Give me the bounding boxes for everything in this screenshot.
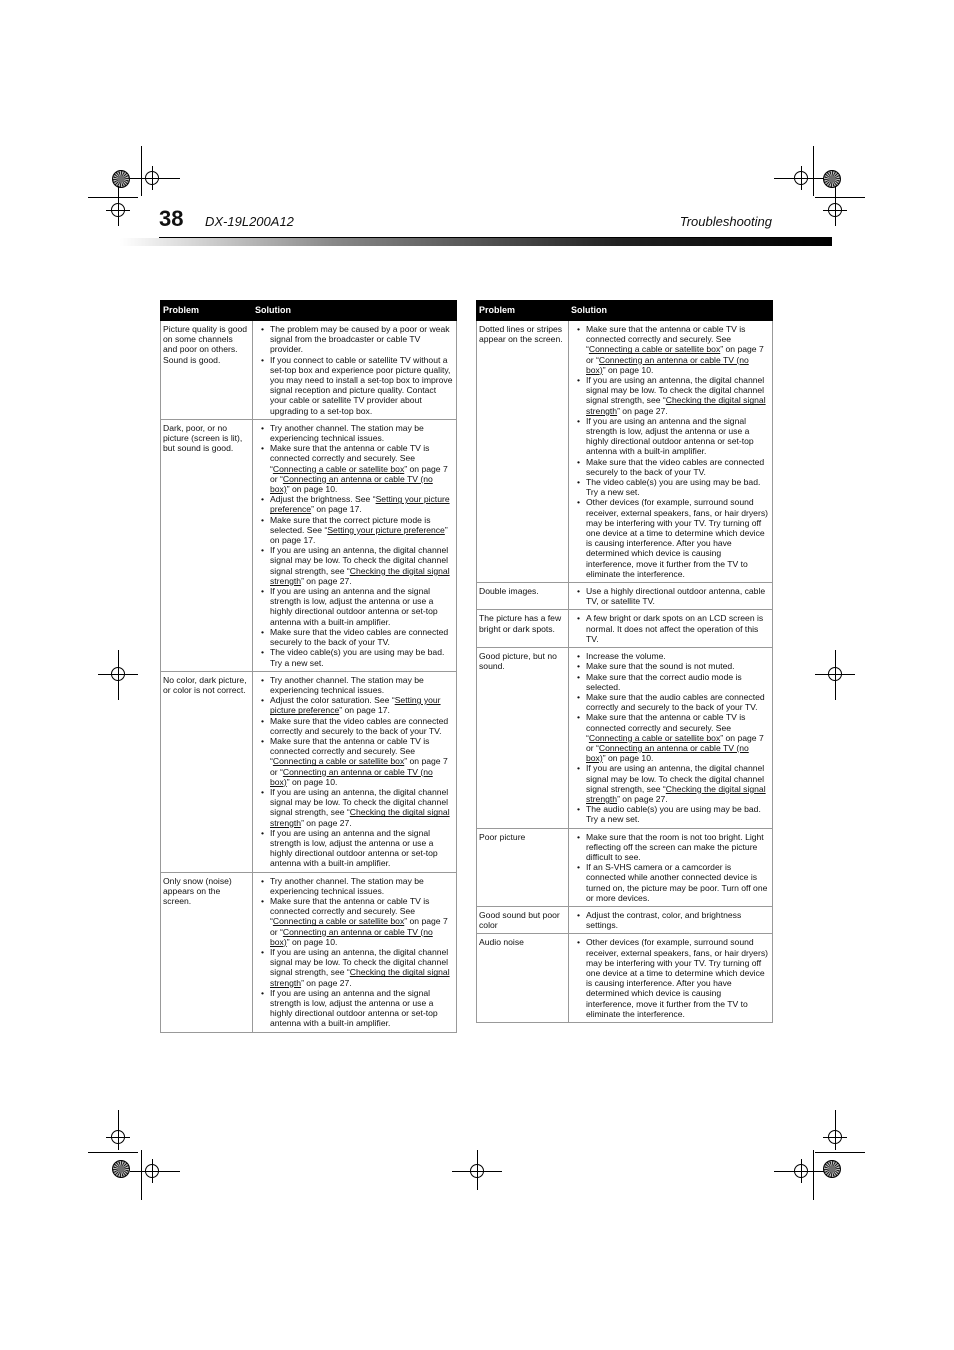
- solution-text: ” on page 27.: [617, 405, 668, 416]
- solution-cell: [253, 321, 457, 420]
- table-header-row: [477, 301, 773, 321]
- registration-ball-icon: [823, 170, 841, 188]
- table-row: [477, 321, 773, 583]
- solution-item: [270, 494, 454, 514]
- solution-item: [586, 457, 770, 477]
- solution-text: Make sure that the antenna or cable TV is connected correctly and securely. See “: [586, 324, 746, 355]
- solution-text: Make sure that the audio cables are connected correctly and securely to the back of your TV.: [586, 691, 765, 713]
- table-header-row: [161, 301, 457, 321]
- table-row: [477, 934, 773, 1023]
- solution-item: [586, 586, 770, 606]
- solution-item: [586, 937, 770, 1019]
- solution-list: [571, 910, 770, 930]
- table-row: [161, 419, 457, 671]
- solution-text: Make sure that the correct picture mode is selected. See “: [270, 514, 431, 535]
- solution-text: Make sure that the video cables are connected securely to the back of your TV.: [270, 626, 449, 648]
- solution-text: ” on page 27.: [617, 793, 668, 804]
- solution-text: ” on page 17.: [311, 504, 362, 515]
- solution-text: If you are using an antenna, the digital channel signal may be low. To check the digital channel signal strength, see “: [586, 763, 765, 794]
- cross-reference-link[interactable]: Setting your picture preference: [270, 494, 450, 515]
- solution-text: The video cable(s) you are using may be bad. Try a new set.: [586, 477, 761, 498]
- solution-item: [586, 416, 770, 457]
- solution-text: ” on page 10.: [286, 484, 338, 495]
- solution-text: Use a highly directional outdoor antenna, cable TV, or satellite TV.: [586, 586, 766, 607]
- solution-item: [270, 324, 454, 355]
- problem-cell: Good sound but poor color: [477, 906, 569, 933]
- solution-item: [270, 647, 454, 667]
- solution-list: [571, 613, 770, 644]
- solution-item: [270, 423, 454, 443]
- solution-text: ” on page 7 or “: [586, 344, 764, 365]
- solution-list: [255, 423, 454, 668]
- solution-item: [586, 712, 770, 763]
- column-header-solution: Solution: [253, 301, 457, 321]
- cross-reference-link[interactable]: Connecting a cable or satellite box: [272, 756, 405, 767]
- troubleshooting-table-left: [160, 300, 457, 1033]
- solution-text: Make sure that the room is not too bright. Light reflecting off the screen can make the picture difficult to see.: [586, 831, 764, 862]
- solution-item: [270, 736, 454, 787]
- solution-text: ” on page 7 or “: [270, 916, 448, 937]
- solution-cell: [569, 648, 773, 828]
- solution-cell: [253, 872, 457, 1032]
- solution-text: Adjust the contrast, color, and brightness settings.: [586, 909, 742, 931]
- solution-cell: [253, 419, 457, 671]
- cross-reference-link[interactable]: Connecting an antenna or cable TV (no box): [270, 766, 433, 787]
- registration-ball-icon: [112, 1160, 130, 1178]
- solution-text: The problem may be caused by a poor or weak signal from the broadcaster or cable TV provider.: [270, 324, 450, 355]
- problem-cell: Good picture, but no sound.: [477, 648, 569, 828]
- solution-item: [270, 787, 454, 828]
- solution-text: Make sure that the antenna or cable TV is connected correctly and securely. See “: [270, 895, 430, 927]
- solution-text: Adjust the brightness. See “: [270, 494, 376, 505]
- cross-reference-link[interactable]: Connecting an antenna or cable TV (no box): [586, 742, 749, 764]
- cross-reference-link[interactable]: Setting your picture preference: [270, 695, 441, 716]
- solution-text: The audio cable(s) you are using may be bad. Try a new set.: [586, 804, 761, 825]
- cross-reference-link[interactable]: Connecting a cable or satellite box: [588, 344, 721, 355]
- cross-reference-link[interactable]: Connecting an antenna or cable TV (no box): [586, 354, 749, 375]
- solution-text: ” on page 27.: [301, 817, 352, 828]
- solution-item: [270, 716, 454, 736]
- solution-text: ” on page 10.: [602, 364, 654, 375]
- column-header-problem: Problem: [477, 301, 569, 321]
- solution-text: Make sure that the antenna or cable TV is connected correctly and securely. See “: [586, 712, 746, 743]
- solution-text: Adjust the color saturation. See “: [270, 695, 395, 706]
- table-row: [477, 906, 773, 933]
- solution-text: Increase the volume.: [586, 651, 666, 662]
- solution-item: [586, 497, 770, 579]
- table-row: [477, 583, 773, 610]
- table-row: [161, 872, 457, 1032]
- solution-text: ” on page 27.: [301, 575, 352, 586]
- problem-cell: No color, dark picture, or color is not correct.: [161, 671, 253, 872]
- solution-cell: [569, 583, 773, 610]
- model-number: DX-19L200A12: [205, 214, 294, 229]
- registration-ball-icon: [112, 170, 130, 188]
- solution-item: [270, 695, 454, 715]
- solution-cell: [569, 934, 773, 1023]
- solution-text: If you are using an antenna, the digital channel signal may be low. To check the digital channel signal strength, see “: [586, 375, 765, 406]
- cross-reference-link[interactable]: Setting your picture preference: [327, 524, 445, 535]
- solution-cell: [569, 610, 773, 648]
- problem-cell: Only snow (noise) appears on the screen.: [161, 872, 253, 1032]
- solution-text: If you connect to cable or satellite TV without a set-top box and experience poor picture quality, you may need to install a set-top box to improve signal reception and picture quality. Contact your cable or satellite TV provider about upgrading to a set-top box.: [270, 354, 453, 416]
- cross-reference-link[interactable]: Checking the digital signal strength: [270, 565, 450, 586]
- solution-list: [571, 832, 770, 903]
- solution-text: ” on page 7 or “: [270, 463, 448, 484]
- solution-item: [270, 586, 454, 627]
- cross-reference-link[interactable]: Connecting an antenna or cable TV (no box): [270, 926, 433, 947]
- column-header-problem: Problem: [161, 301, 253, 321]
- solution-item: [586, 651, 770, 661]
- solution-list: [255, 324, 454, 416]
- solution-cell: [253, 671, 457, 872]
- solution-item: [270, 627, 454, 647]
- problem-cell: Double images.: [477, 583, 569, 610]
- solution-item: [586, 804, 770, 824]
- solution-item: [586, 692, 770, 712]
- solution-item: [270, 545, 454, 586]
- solution-item: [270, 515, 454, 546]
- solution-list: [571, 937, 770, 1019]
- solution-text: If you are using an antenna and the signal strength is low, adjust the antenna or use a highly directional outdoor antenna or set-top antenna with a built-in amplifier.: [270, 827, 438, 869]
- cross-reference-link[interactable]: Checking the digital signal strength: [586, 783, 766, 804]
- solution-text: If you are using an antenna, the digital channel signal may be low. To check the digital channel signal strength, see “: [270, 786, 449, 818]
- solution-item: [270, 947, 454, 988]
- solution-item: [270, 828, 454, 869]
- table-row: [161, 671, 457, 872]
- table-row: [477, 648, 773, 828]
- solution-text: Make sure that the correct audio mode is selected.: [586, 671, 742, 692]
- troubleshooting-table-right: [476, 300, 773, 1023]
- solution-text: ” on page 10.: [602, 753, 654, 764]
- column-header-solution: Solution: [569, 301, 773, 321]
- problem-cell: Dotted lines or stripes appear on the screen.: [477, 321, 569, 583]
- section-title: Troubleshooting: [679, 214, 772, 229]
- solution-text: The video cable(s) you are using may be bad. Try a new set.: [270, 647, 445, 668]
- solution-text: If you are using an antenna and the signal strength is low, adjust the antenna or use a highly directional outdoor antenna or set-top antenna with a built-in amplifier.: [270, 987, 438, 1029]
- solution-text: ” on page 17.: [339, 705, 390, 716]
- solution-text: If you are using an antenna, the digital channel signal may be low. To check the digital channel signal strength, see “: [270, 545, 449, 576]
- solution-text: Make sure that the antenna or cable TV is connected correctly and securely. See “: [270, 735, 430, 767]
- problem-cell: Poor picture: [477, 828, 569, 906]
- registration-ball-icon: [823, 1160, 841, 1178]
- solution-cell: [569, 321, 773, 583]
- solution-item: [586, 862, 770, 903]
- table-row: [477, 828, 773, 906]
- solution-list: [571, 651, 770, 824]
- solution-list: [571, 324, 770, 579]
- solution-cell: [569, 828, 773, 906]
- table-row: [161, 321, 457, 420]
- header-gradient-bar: [120, 238, 832, 246]
- solution-list: [255, 876, 454, 1029]
- solution-item: [586, 324, 770, 375]
- solution-item: [586, 832, 770, 863]
- solution-text: If you are using an antenna and the signal strength is low, adjust the antenna or use a highly directional outdoor antenna or set-top antenna with a built-in amplifier.: [270, 586, 438, 627]
- solution-text: If an S-VHS camera or a camcorder is connected while another connected device is turned on, the picture may be poor. Turn off one or more devices.: [586, 862, 768, 903]
- solution-item: [586, 375, 770, 416]
- solution-text: Make sure that the antenna or cable TV is connected correctly and securely. See “: [270, 443, 430, 474]
- problem-cell: Dark, poor, or no picture (screen is lit), but sound is good.: [161, 419, 253, 671]
- cross-reference-link[interactable]: Connecting a cable or satellite box: [272, 463, 405, 474]
- solution-text: Make sure that the video cables are connected securely to the back of your TV.: [586, 456, 765, 477]
- solution-text: Other devices (for example, surround sound receiver, external speakers, fans, or hair dryers) may be interfering with your TV. Try turning off one device at a time to determine which device is causing interference. After you have determined which device is causing interference, move it further from the TV to eliminate the interference.: [586, 937, 768, 1019]
- solution-list: [255, 675, 454, 869]
- solution-text: Try another channel. The station may be experiencing technical issues.: [270, 422, 424, 444]
- table-row: [477, 610, 773, 648]
- solution-text: A few bright or dark spots on an LCD screen is normal. It does not affect the operation of this TV.: [586, 613, 764, 644]
- cross-reference-link[interactable]: Checking the digital signal strength: [270, 807, 450, 828]
- page-number: 38: [159, 206, 184, 231]
- solution-text: ” on page 7 or “: [586, 732, 764, 753]
- cross-reference-link[interactable]: Checking the digital signal strength: [270, 967, 450, 988]
- solution-item: [586, 477, 770, 497]
- solution-text: ” on page 27.: [301, 977, 352, 988]
- solution-text: Try another channel. The station may be experiencing technical issues.: [270, 875, 424, 896]
- solution-text: ” on page 10.: [286, 936, 338, 947]
- cross-reference-link[interactable]: Checking the digital signal strength: [586, 395, 766, 416]
- solution-item: [270, 675, 454, 695]
- solution-item: [586, 763, 770, 804]
- solution-item: [270, 443, 454, 494]
- solution-item: [270, 896, 454, 947]
- solution-item: [586, 672, 770, 692]
- solution-text: If you are using an antenna and the signal strength is low, adjust the antenna or use a highly directional outdoor antenna or set-top antenna with a built-in amplifier.: [586, 415, 754, 457]
- solution-text: ” on page 7 or “: [270, 756, 448, 777]
- solution-text: Make sure that the sound is not muted.: [586, 661, 735, 672]
- cross-reference-link[interactable]: Connecting a cable or satellite box: [272, 916, 405, 927]
- problem-cell: The picture has a few bright or dark spots.: [477, 610, 569, 648]
- solution-text: ” on page 17.: [270, 524, 448, 546]
- problem-cell: Picture quality is good on some channels and poor on others. Sound is good.: [161, 321, 253, 420]
- solution-text: Try another channel. The station may be experiencing technical issues.: [270, 674, 424, 695]
- cross-reference-link[interactable]: Connecting an antenna or cable TV (no box): [270, 473, 433, 495]
- solution-item: [270, 355, 454, 416]
- solution-text: Other devices (for example, surround sound receiver, external speakers, fans, or hair dryers) may be interfering with your TV. Try turning off one device at a time to determine which device is causing interference. After you have determined which device is causing interference, move it further from the TV to eliminate the interference.: [586, 497, 768, 579]
- solution-text: Make sure that the video cables are connected correctly and securely to the back of your TV.: [270, 715, 449, 736]
- solution-list: [571, 586, 770, 606]
- cross-reference-link[interactable]: Connecting a cable or satellite box: [588, 732, 721, 743]
- solution-text: If you are using an antenna, the digital channel signal may be low. To check the digital channel signal strength, see “: [270, 946, 449, 978]
- solution-item: [586, 661, 770, 671]
- problem-cell: Audio noise: [477, 934, 569, 1023]
- solution-item: [586, 613, 770, 644]
- solution-cell: [569, 906, 773, 933]
- solution-text: ” on page 10.: [286, 776, 338, 787]
- solution-item: [270, 988, 454, 1029]
- solution-item: [586, 910, 770, 930]
- solution-item: [270, 876, 454, 896]
